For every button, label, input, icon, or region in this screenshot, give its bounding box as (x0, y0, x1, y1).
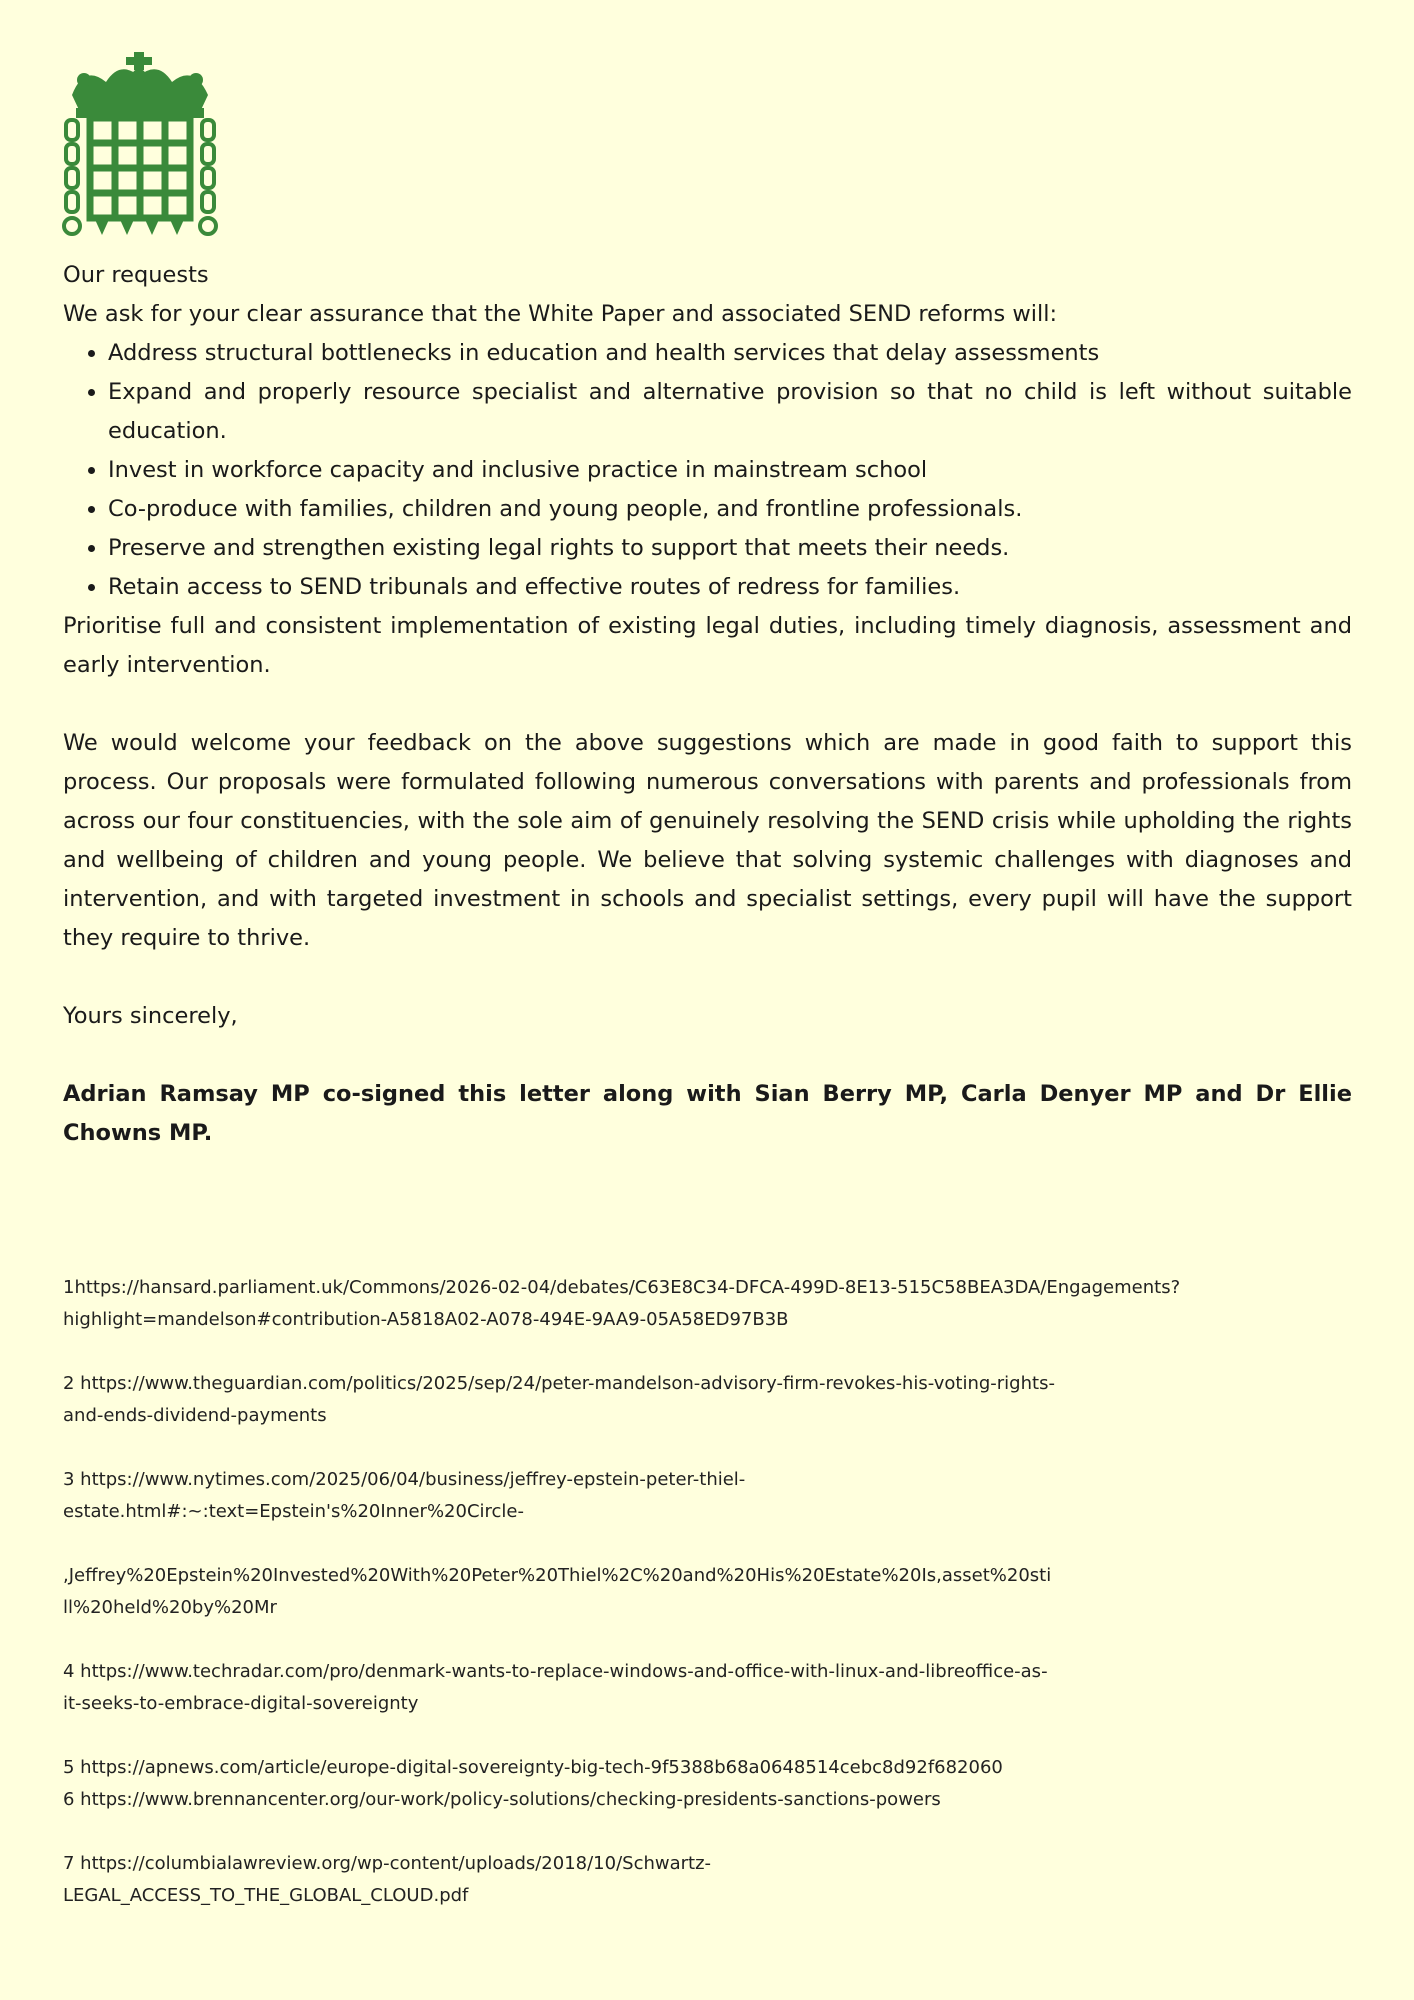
letter-body (63, 256, 1352, 1153)
requests-list (63, 334, 1352, 607)
list-item: • Retain access to SEND tribunals and effective routes of redress for families. (108, 568, 1352, 607)
list-item: • Preserve and strengthen existing legal rights to support that meets their needs. (108, 529, 1352, 568)
section-heading: Our requests (63, 262, 209, 288)
footnote[interactable]: 1https://hansard.parliament.uk/Commons/2026-02-04/debates/C63E8C34-DFCA-499D-8E13-515C58BEA3DA/Engagements? highlight=mandelson#contribution-A5818A02-A078-494E-9AA9-05A58ED97B3B (63, 1277, 1181, 1330)
intro-paragraph: We ask for your clear assurance that the White Paper and associated SEND reforms will: (63, 301, 1058, 327)
signatories: Adrian Ramsay MP co-signed this letter along with Sian Berry MP, Carla Denyer MP and Dr Ellie Chowns MP. (63, 1081, 1352, 1146)
footnote[interactable]: 4 https://www.techradar.com/pro/denmark-wants-to-replace-windows-and-office-with-linux-and-libreoffice-as- it-seeks-to-embrace-digital-sovereignty (63, 1661, 1048, 1714)
footnote[interactable]: ,Jeffrey%20Epstein%20Invested%20With%20Peter%20Thiel%2C%20and%20His%20Estate%20Is,asset%20sti ll%20held%20by%20Mr (63, 1565, 1052, 1618)
footnotes (63, 1272, 1243, 1912)
footnote[interactable]: 7 https://columbialawreview.org/wp-content/uploads/2018/10/Schwartz- LEGAL_ACCESS_TO_THE_GLOBAL_CLOUD.pdf (63, 1853, 712, 1906)
footnote[interactable]: 3 https://www.nytimes.com/2025/06/04/business/jeffrey-epstein-peter-thiel- estate.html#:~:text=Epstein's%20Inner%20Circle- (63, 1469, 746, 1522)
list-item: • Address structural bottlenecks in education and health services that delay assessments (108, 334, 1352, 373)
priority-paragraph: Prioritise full and consistent implementation of existing legal duties, including timely diagnosis, assessment and early intervention. (63, 613, 1352, 678)
footnote[interactable]: 6 https://www.brennancenter.org/our-work/policy-solutions/checking-presidents-sanctions-powers (63, 1789, 941, 1810)
list-item: • Co-produce with families, children and young people, and frontline professionals. (108, 490, 1352, 529)
list-item: • Invest in workforce capacity and inclusive practice in mainstream school (108, 451, 1352, 490)
footnote[interactable]: 2 https://www.theguardian.com/politics/2025/sep/24/peter-mandelson-advisory-firm-revokes-his-voting-rights- and-ends-dividend-payments (63, 1373, 1055, 1426)
feedback-paragraph: We would welcome your feedback on the above suggestions which are made in good faith to support this process. Our proposals were formulated following numerous conversations with parents and professionals from across our four constituencies, with the sole aim of genuinely resolving the SEND crisis while upholding the rights and wellbeing of children and young people. We believe that solving systemic challenges with diagnoses and intervention, and with targeted investment in schools and specialist settings, every pupil will have the support they require to thrive. (63, 730, 1352, 951)
list-item: • Expand and properly resource specialist and alternative provision so that no child is left without suitable education. (108, 373, 1352, 451)
closing: Yours sincerely, (63, 1003, 238, 1029)
footnote[interactable]: 5 https://apnews.com/article/europe-digital-sovereignty-big-tech-9f5388b68a0648514cebc8d92f682060 (63, 1757, 1003, 1778)
portcullis-crest-icon (62, 50, 218, 240)
